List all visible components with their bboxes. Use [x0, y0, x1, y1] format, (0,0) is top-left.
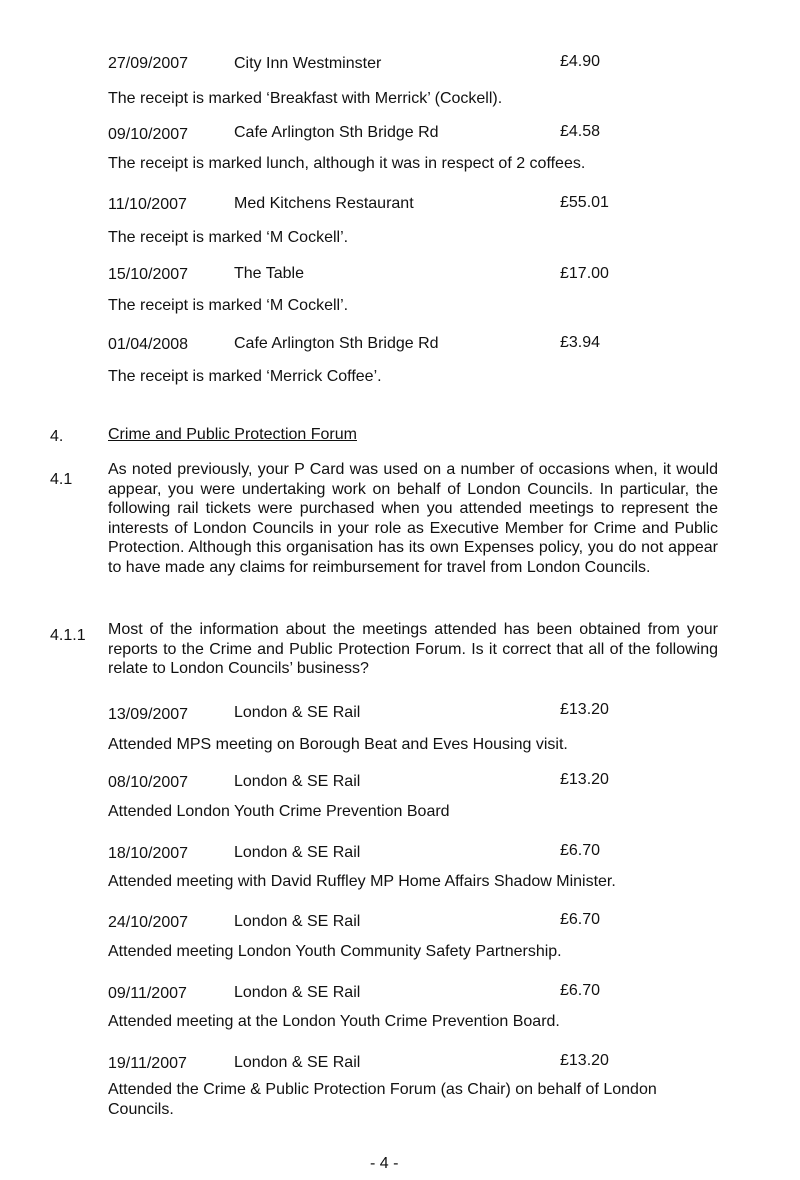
rail-date: 19/11/2007: [108, 1055, 187, 1072]
receipt-note: The receipt is marked ‘Breakfast with Merrick’ (Cockell).: [108, 90, 503, 107]
rail-vendor: London & SE Rail: [234, 704, 361, 721]
rail-vendor: London & SE Rail: [234, 1054, 361, 1071]
rail-note: Attended meeting with David Ruffley MP Home Affairs Shadow Minister.: [108, 873, 616, 890]
paragraph-number: 4.1: [50, 471, 73, 488]
receipt-note: The receipt is marked ‘Merrick Coffee’.: [108, 368, 382, 385]
receipt-vendor: Cafe Arlington Sth Bridge Rd: [234, 124, 439, 141]
receipt-vendor: The Table: [234, 265, 304, 282]
receipt-note: The receipt is marked ‘M Cockell’.: [108, 297, 349, 314]
receipt-date: 11/10/2007: [108, 196, 187, 213]
section-title: Crime and Public Protection Forum: [108, 426, 357, 443]
rail-note: Attended MPS meeting on Borough Beat and Eves Housing visit.: [108, 736, 568, 753]
rail-note: Attended the Crime & Public Protection Forum (as Chair) on behalf of London Councils.: [108, 1081, 657, 1118]
receipt-date: 27/09/2007: [108, 55, 189, 72]
rail-vendor: London & SE Rail: [234, 913, 361, 930]
rail-amount: £13.20: [560, 771, 609, 788]
receipt-note: The receipt is marked lunch, although it was in respect of 2 coffees.: [108, 155, 586, 172]
paragraph-number: 4.1.1: [50, 627, 86, 644]
receipt-note: The receipt is marked ‘M Cockell’.: [108, 229, 349, 246]
rail-vendor: London & SE Rail: [234, 844, 361, 861]
receipt-amount: £3.94: [560, 334, 601, 351]
rail-amount: £6.70: [560, 982, 601, 999]
rail-vendor: London & SE Rail: [234, 984, 361, 1001]
rail-date: 18/10/2007: [108, 845, 189, 862]
receipt-date: 09/10/2007: [108, 126, 189, 143]
rail-date: 24/10/2007: [108, 914, 189, 931]
receipt-vendor: Cafe Arlington Sth Bridge Rd: [234, 335, 439, 352]
paragraph-4-1-1: Most of the information about the meetings attended has been obtained from your reports to the Crime and Public Protection Forum. Is it correct that all of the following relate to London Councils’ business?: [108, 621, 718, 677]
section-number: 4.: [50, 428, 64, 445]
receipt-amount: £4.90: [560, 53, 601, 70]
rail-note: Attended meeting at the London Youth Crime Prevention Board.: [108, 1013, 560, 1030]
rail-amount: £13.20: [560, 701, 609, 718]
rail-date: 13/09/2007: [108, 706, 189, 723]
receipt-vendor: Med Kitchens Restaurant: [234, 195, 414, 212]
receipt-vendor: City Inn Westminster: [234, 55, 382, 72]
receipt-date: 01/04/2008: [108, 336, 189, 353]
paragraph-4-1: As noted previously, your P Card was used on a number of occasions when, it would appear, you were undertaking work on behalf of London Councils. In particular, the following rail tickets were purchased when you attended meetings to represent the interests of London Councils in your role as Executive Member for Crime and Public Protection. Although this organisation has its own Expenses policy, you do not appear to have made any claims for reimbursement for travel from London Councils.: [108, 461, 718, 576]
rail-date: 09/11/2007: [108, 985, 187, 1002]
receipt-amount: £17.00: [560, 265, 609, 282]
rail-amount: £6.70: [560, 842, 601, 859]
rail-amount: £13.20: [560, 1052, 609, 1069]
receipt-date: 15/10/2007: [108, 266, 189, 283]
rail-date: 08/10/2007: [108, 774, 189, 791]
page-number: - 4 -: [370, 1155, 399, 1172]
rail-note: Attended meeting London Youth Community Safety Partnership.: [108, 943, 562, 960]
rail-vendor: London & SE Rail: [234, 773, 361, 790]
rail-amount: £6.70: [560, 911, 601, 928]
receipt-amount: £4.58: [560, 123, 601, 140]
rail-note: Attended London Youth Crime Prevention Board: [108, 803, 450, 820]
receipt-amount: £55.01: [560, 194, 609, 211]
